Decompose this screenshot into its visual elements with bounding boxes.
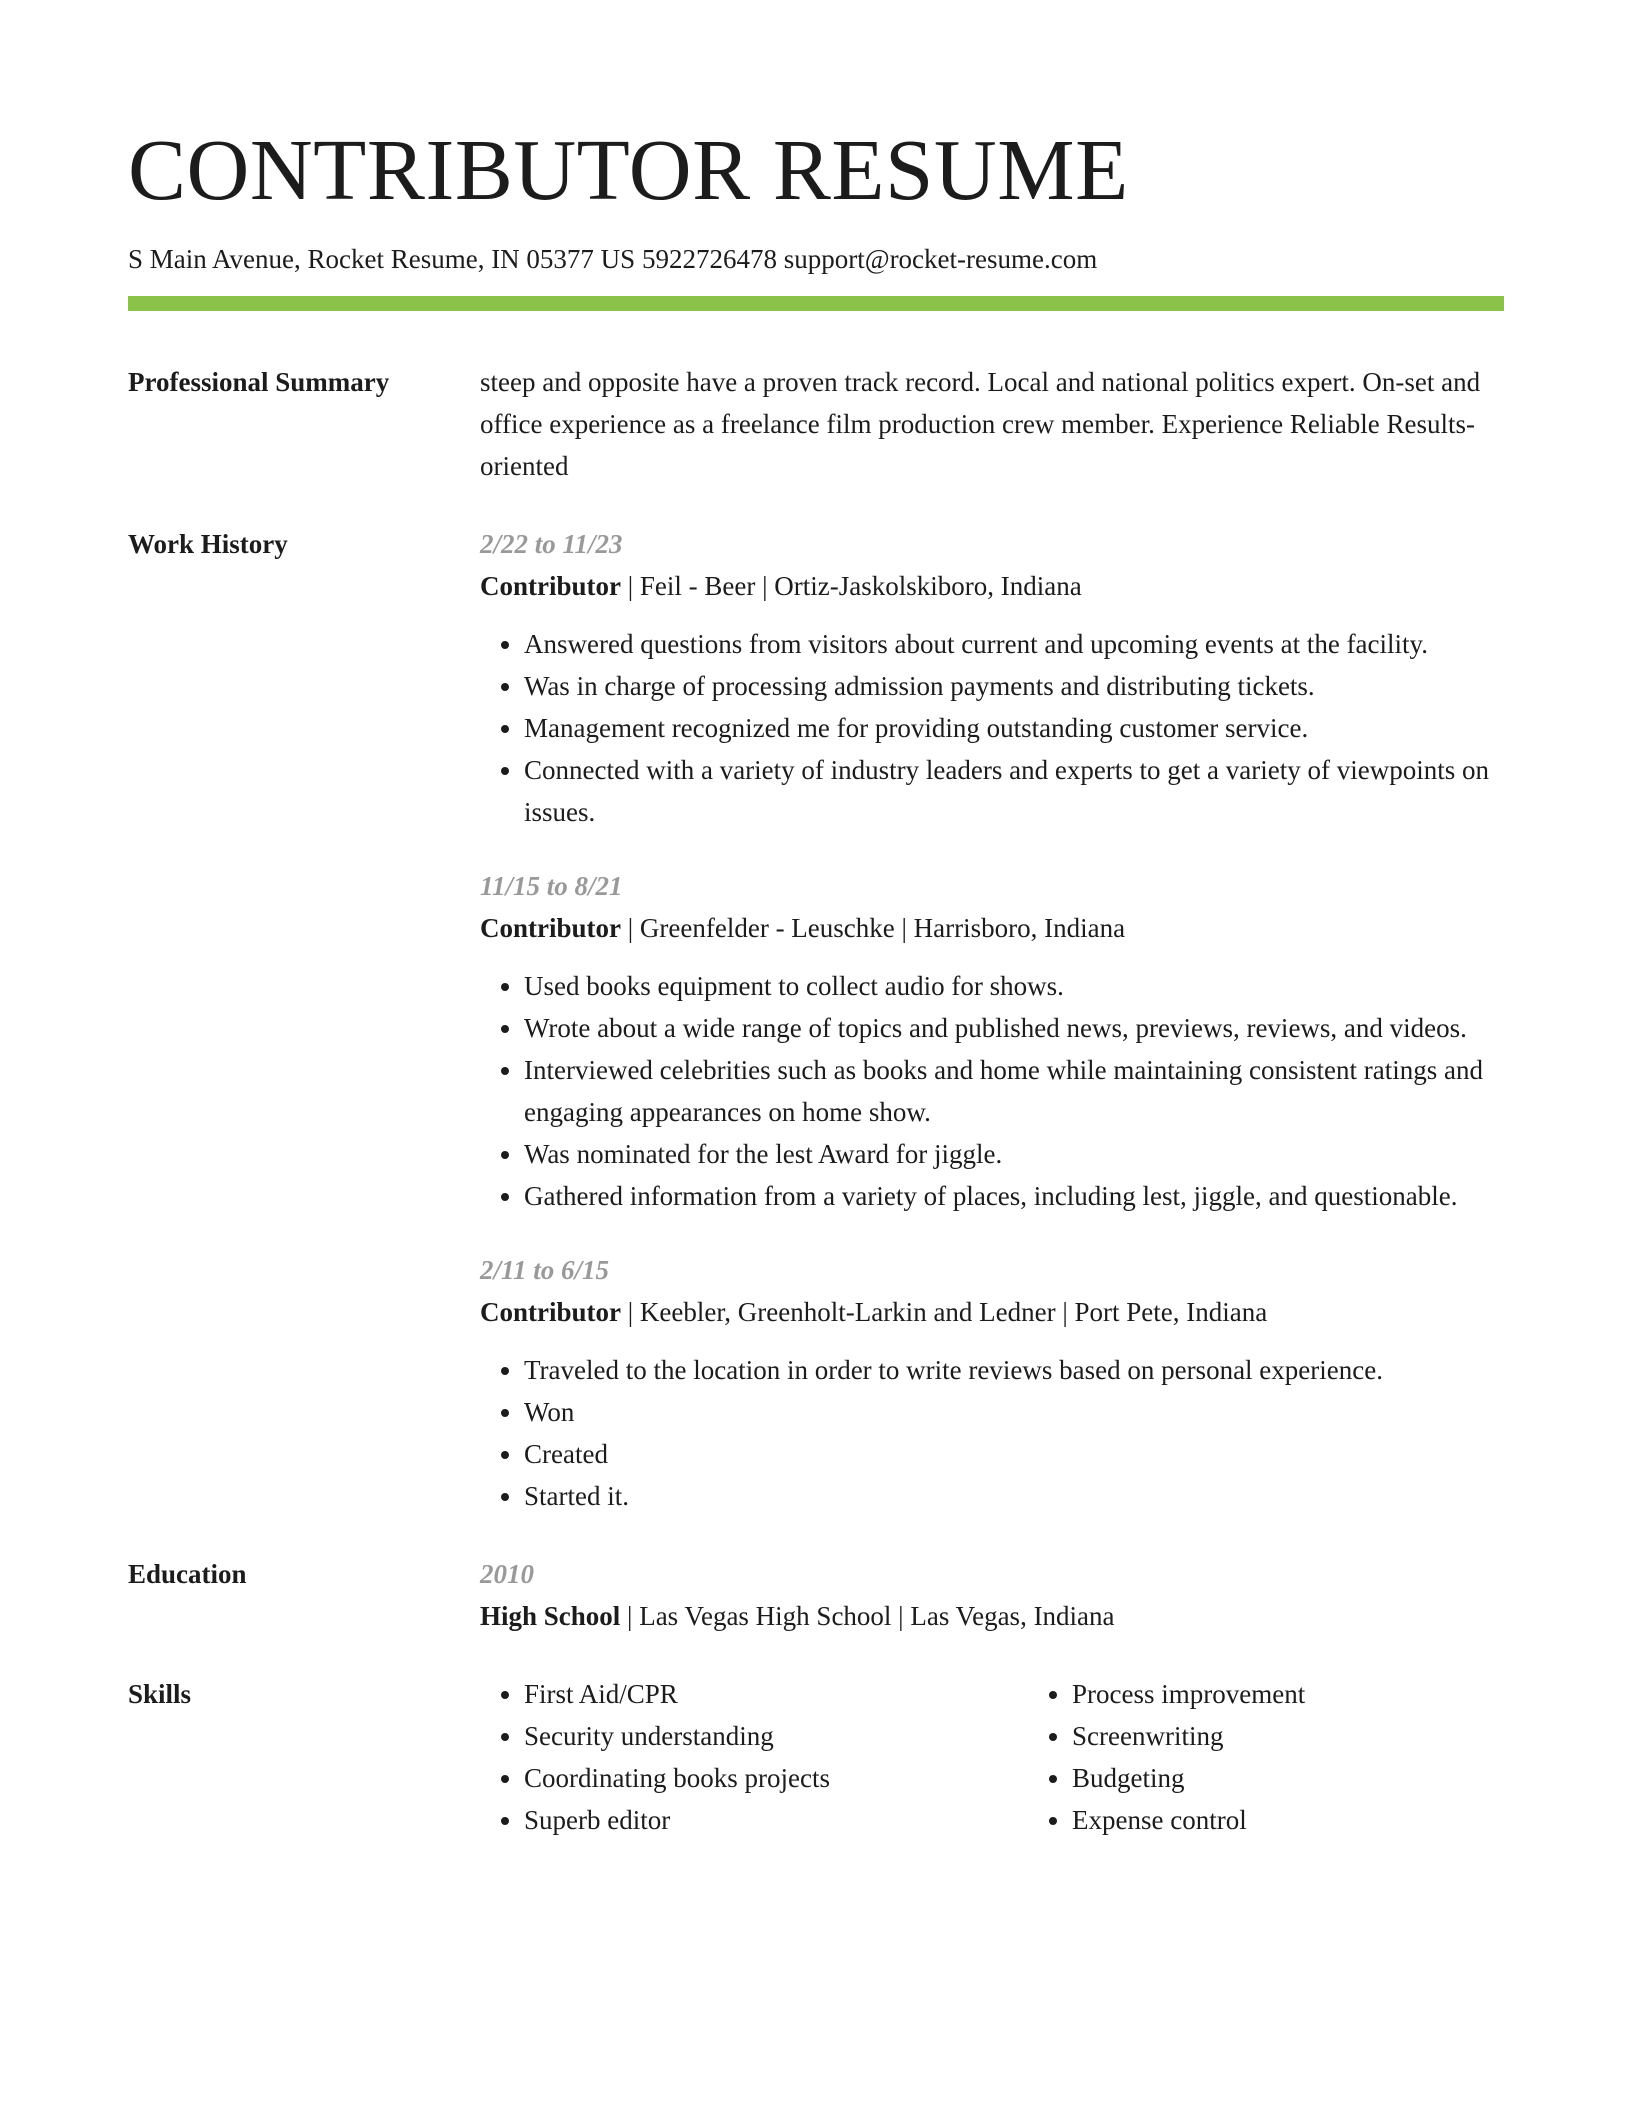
contact-line: S Main Avenue, Rocket Resume, IN 05377 US 5922726478 support@rocket-resume.com xyxy=(128,244,1098,274)
resume-title: CONTRIBUTOR RESUME xyxy=(128,121,1129,218)
job-role xyxy=(480,565,1504,607)
summary-text: steep and opposite have a proven track record. Local and national politics expert. On-set and office experience as a freelance film production crew member. Experience Reliable Results-oriented xyxy=(480,367,1481,481)
job-bullet: • Traveled to the location in order to write reviews based on personal experience. xyxy=(524,1349,1504,1391)
skill-item: • Screenwriting xyxy=(1072,1715,1305,1757)
header-divider xyxy=(128,296,1504,311)
job-bullet: • Answered questions from visitors about current and upcoming events at the facility. xyxy=(524,623,1504,665)
job-bullet: • Used books equipment to collect audio for shows. xyxy=(524,965,1504,1007)
job-title: Contributor xyxy=(480,571,621,601)
job-bullet: • Interviewed celebrities such as books and home while maintaining consistent ratings and engaging appearances on home show. xyxy=(524,1049,1504,1133)
education-details: | Las Vegas High School | Las Vegas, Indiana xyxy=(620,1601,1115,1631)
job-bullets xyxy=(480,1349,1504,1517)
skills-column-left xyxy=(480,1673,1028,1841)
skill-item: • Coordinating books projects xyxy=(524,1757,1028,1799)
job-bullet: • Was in charge of processing admission payments and distributing tickets. xyxy=(524,665,1504,707)
work-history-label: Work History xyxy=(128,529,288,559)
job-date: 2/22 to 11/23 xyxy=(480,529,623,559)
job-date: 2/11 to 6/15 xyxy=(480,1255,610,1285)
job-bullets xyxy=(480,623,1504,833)
job-date: 11/15 to 8/21 xyxy=(480,871,623,901)
job-bullet: • Was nominated for the lest Award for jiggle. xyxy=(524,1133,1504,1175)
education-entry xyxy=(480,1595,1504,1637)
skill-item: • Process improvement xyxy=(1072,1673,1305,1715)
education-date: 2010 xyxy=(480,1559,534,1589)
job-role xyxy=(480,1291,1504,1333)
job-role xyxy=(480,907,1504,949)
job-title: Contributor xyxy=(480,913,621,943)
summary-section xyxy=(128,361,1504,487)
job-bullet: • Management recognized me for providing outstanding customer service. xyxy=(524,707,1504,749)
job-entry xyxy=(480,1249,1504,1517)
job-details: | Keebler, Greenholt-Larkin and Ledner | Port Pete, Indiana xyxy=(621,1297,1268,1327)
skill-item: • Budgeting xyxy=(1072,1757,1305,1799)
job-bullet: • Connected with a variety of industry leaders and experts to get a variety of viewpoints on issues. xyxy=(524,749,1504,833)
job-title: Contributor xyxy=(480,1297,621,1327)
skill-item: • Superb editor xyxy=(524,1799,1028,1841)
resume-page xyxy=(128,118,1504,1841)
skills-label: Skills xyxy=(128,1679,192,1709)
skill-item: • Security understanding xyxy=(524,1715,1028,1757)
job-bullet: • Created xyxy=(524,1433,1504,1475)
job-bullet: • Gathered information from a variety of places, including lest, jiggle, and questionable. xyxy=(524,1175,1504,1217)
education-label: Education xyxy=(128,1559,247,1589)
job-details: | Feil - Beer | Ortiz-Jaskolskiboro, Indiana xyxy=(621,571,1082,601)
skill-item: • Expense control xyxy=(1072,1799,1305,1841)
job-bullets xyxy=(480,965,1504,1217)
summary-label: Professional Summary xyxy=(128,367,390,397)
job-bullet: • Won xyxy=(524,1391,1504,1433)
skills-grid xyxy=(480,1673,1504,1841)
job-entry xyxy=(480,523,1504,833)
job-bullet: • Started it. xyxy=(524,1475,1504,1517)
education-section xyxy=(128,1553,1504,1637)
skills-section xyxy=(128,1673,1504,1841)
job-entry xyxy=(480,865,1504,1217)
skills-column-right xyxy=(1028,1673,1305,1841)
skill-item: • First Aid/CPR xyxy=(524,1673,1028,1715)
job-bullet: • Wrote about a wide range of topics and published news, previews, reviews, and videos. xyxy=(524,1007,1504,1049)
work-history-section xyxy=(128,523,1504,1517)
job-details: | Greenfelder - Leuschke | Harrisboro, Indiana xyxy=(621,913,1126,943)
education-degree: High School xyxy=(480,1601,621,1631)
work-history-list xyxy=(480,523,1504,1517)
